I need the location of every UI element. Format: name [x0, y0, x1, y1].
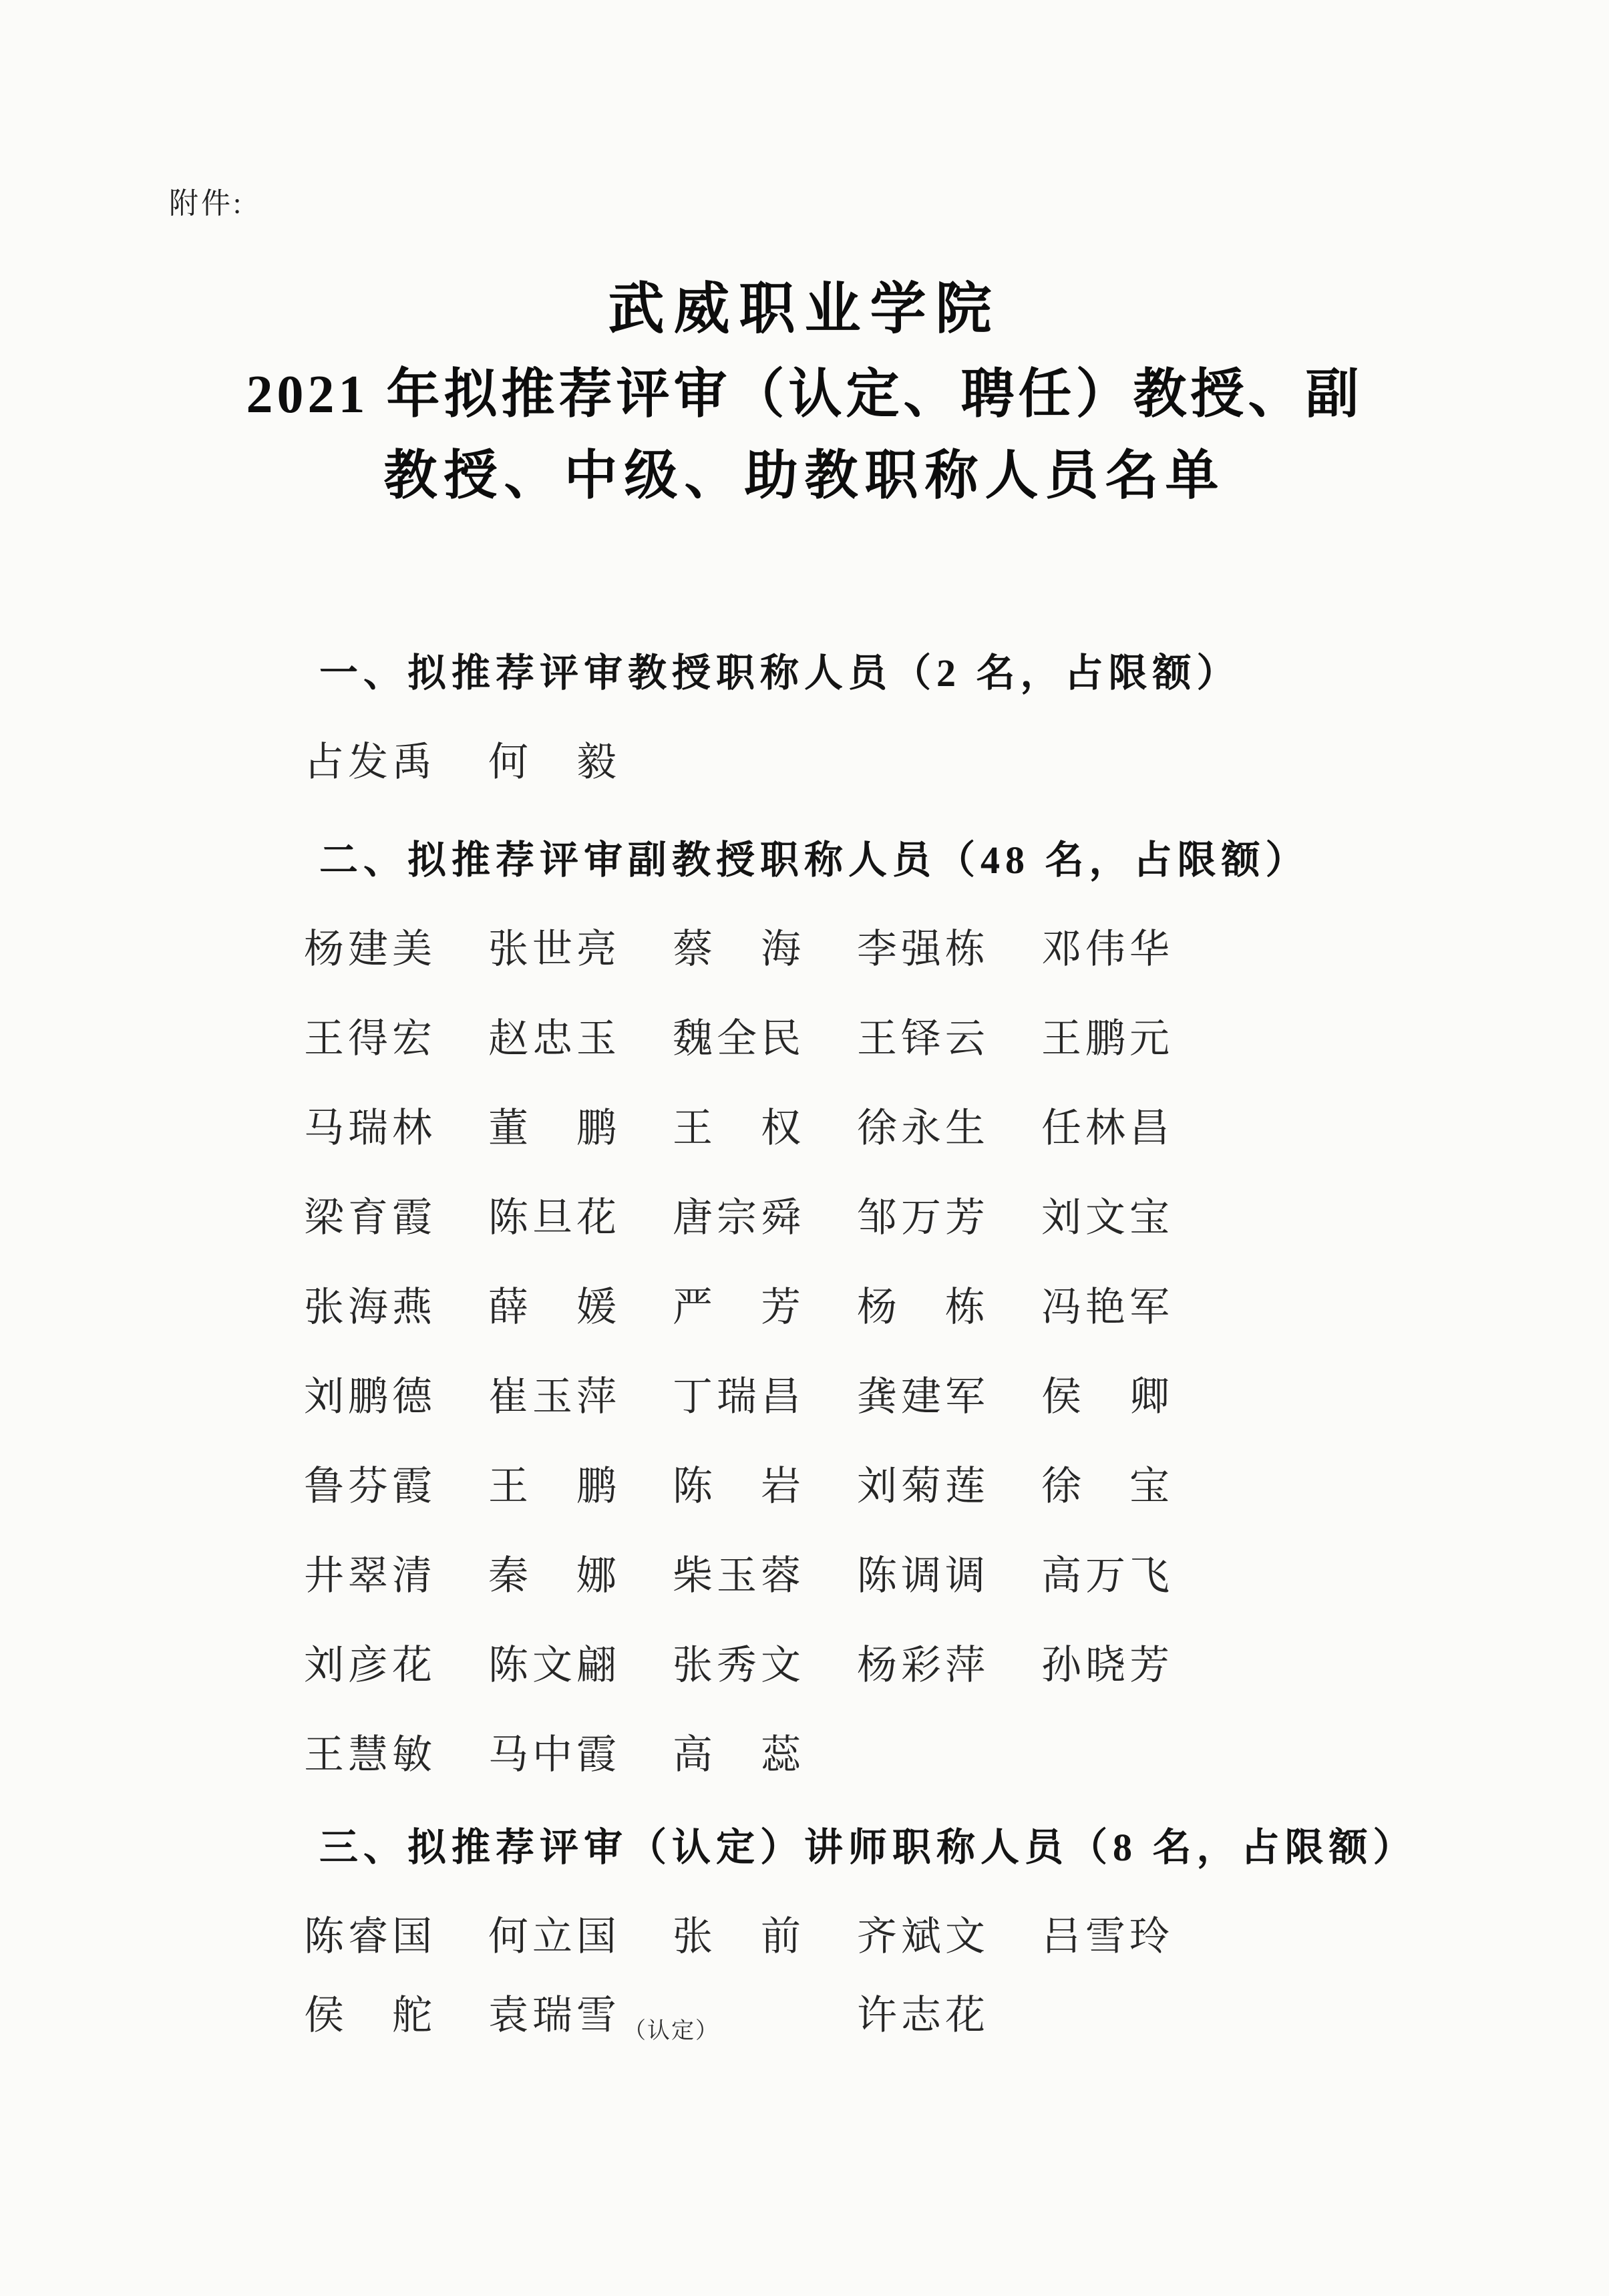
person-name: 张世亮 [488, 927, 620, 971]
name-row [304, 1466, 1609, 1506]
person-name: 刘彦花 [304, 1643, 436, 1687]
person-name: 刘文宝 [1041, 1195, 1174, 1240]
person-name: 丁瑞昌 [673, 1374, 805, 1419]
person-name: 王铎云 [857, 1016, 989, 1061]
person-name: 秦 娜 [488, 1553, 620, 1598]
person-name: 王慧敏 [304, 1732, 436, 1777]
name-row [304, 1016, 1609, 1061]
person-name: 崔玉萍 [488, 1374, 620, 1419]
person-name: 邹万芳 [857, 1195, 989, 1240]
name-row [304, 1732, 1609, 1777]
person-name: 蔡 海 [673, 927, 805, 971]
person-name: 王 鹏 [488, 1464, 620, 1508]
person-name: 柴玉蓉 [673, 1553, 805, 1598]
person-name: 任林昌 [1041, 1106, 1174, 1150]
name-row [304, 929, 1609, 969]
person-name: 侯 卿 [1041, 1374, 1174, 1419]
document-title-line-1: 武威职业学院 [608, 279, 1001, 341]
person-name: 唐宗舜 [673, 1195, 805, 1240]
person-name: 徐 宝 [1041, 1464, 1174, 1508]
name-row [304, 1993, 1609, 2043]
person-name: 张秀文 [673, 1643, 805, 1687]
person-name: 张 前 [673, 1914, 805, 1959]
person-name: 齐斌文 [857, 1914, 989, 1959]
name-row [304, 1287, 1609, 1327]
person-name: 高万飞 [1041, 1553, 1174, 1598]
person-name: 孙晓芳 [1041, 1643, 1174, 1687]
name-row [304, 1108, 1609, 1148]
certify-note: （认定） [623, 2018, 719, 2043]
person-name: 刘菊莲 [857, 1464, 989, 1508]
person-name: 何立国 [488, 1914, 620, 1959]
person-name: 陈文翩 [488, 1643, 620, 1687]
section-heading-professor: 一、拟推荐评审教授职称人员（2 名，占限额） [319, 651, 1241, 695]
person-name: 龚建军 [857, 1374, 989, 1419]
name-row [304, 1645, 1609, 1685]
person-name: 董 鹏 [488, 1106, 620, 1150]
person-name: 侯 舵 [304, 1993, 436, 2037]
person-name: 杨彩萍 [857, 1643, 989, 1687]
person-name: 袁瑞雪 [488, 1993, 620, 2037]
document-title-line-2: 2021 年拟推荐评审（认定、聘任）教授、副 [246, 365, 1363, 424]
person-name: 陈 岩 [673, 1464, 805, 1508]
section-heading-lecturer: 三、拟推荐评审（认定）讲师职称人员（8 名，占限额） [319, 1825, 1417, 1869]
person-name: 鲁芬霞 [304, 1464, 436, 1508]
person-name: 陈调调 [857, 1553, 989, 1598]
person-name-with-note [488, 1993, 817, 2043]
person-name: 邓伟华 [1041, 927, 1174, 971]
person-name: 陈睿国 [304, 1914, 436, 1959]
person-name: 何 毅 [488, 740, 620, 784]
name-row [304, 1553, 1609, 1598]
person-name: 赵忠玉 [488, 1016, 620, 1061]
person-name: 杨 栋 [857, 1285, 989, 1329]
person-name: 冯艳军 [1041, 1285, 1174, 1329]
person-name: 魏全民 [673, 1016, 805, 1061]
person-name: 严 芳 [673, 1285, 805, 1329]
person-name: 高 蕊 [673, 1732, 805, 1777]
person-name: 占发禹 [304, 740, 436, 784]
section-heading-associate-professor: 二、拟推荐评审副教授职称人员（48 名，占限额） [319, 838, 1310, 882]
person-name: 张海燕 [304, 1285, 436, 1329]
name-row [304, 742, 1609, 782]
person-name: 王 权 [673, 1106, 805, 1150]
person-name: 薛 媛 [488, 1285, 620, 1329]
name-row [304, 1195, 1609, 1240]
person-name: 陈旦花 [488, 1195, 620, 1240]
person-name: 王得宏 [304, 1016, 436, 1061]
attachment-label: 附件: [169, 187, 244, 220]
person-name: 吕雪玲 [1041, 1914, 1174, 1959]
person-name: 杨建美 [304, 927, 436, 971]
name-row [304, 1374, 1609, 1419]
person-name: 许志花 [857, 1993, 989, 2037]
person-name: 刘鹏德 [304, 1374, 436, 1419]
person-name: 王鹏元 [1041, 1016, 1174, 1061]
person-name: 梁育霞 [304, 1195, 436, 1240]
person-name: 马瑞林 [304, 1106, 436, 1150]
person-name: 马中霞 [488, 1732, 620, 1777]
person-name: 井翠清 [304, 1553, 436, 1598]
document-title-line-3: 教授、中级、助教职称人员名单 [383, 447, 1226, 506]
person-name: 李强栋 [857, 927, 989, 971]
name-row [304, 1914, 1609, 1959]
person-name: 徐永生 [857, 1106, 989, 1150]
